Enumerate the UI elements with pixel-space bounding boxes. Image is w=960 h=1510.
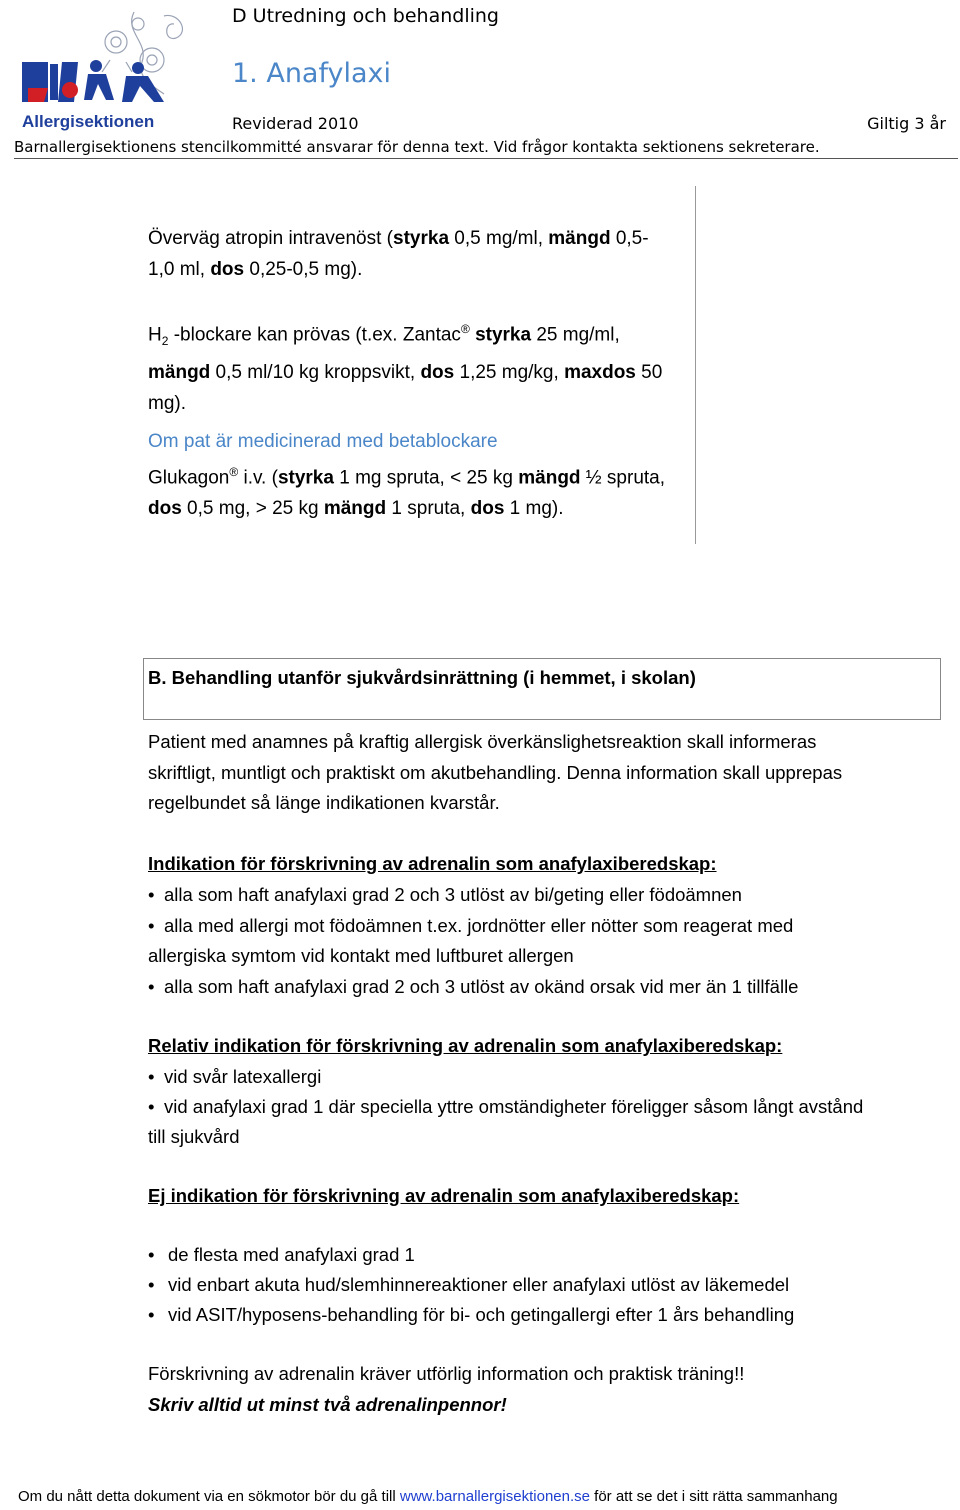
- validity-label: Giltig 3 år: [867, 114, 946, 133]
- closing-emphasis: Skriv alltid ut minst två adrenalinpennor!: [148, 1394, 507, 1415]
- h2-line-1: $H_2$ -blockare kan prövas (t.ex. Zantac® styrka 25 mg/ml,: [148, 322, 620, 349]
- no-indication-heading: Ej indikation för förskrivning av adrenalin som anafylaxiberedskap:: [148, 1185, 740, 1206]
- section-b-heading: B. Behandling utanför sjukvårdsinrättning (i hemmet, i skolan): [148, 667, 696, 688]
- betablocker-heading: Om pat är medicinerad med betablockare: [148, 431, 498, 452]
- relative-indication-item: vid svår latexallergi: [164, 1066, 322, 1087]
- relative-indication-heading: Relativ indikation för förskrivning av adrenalin som anafylaxiberedskap:: [148, 1035, 783, 1056]
- footer-link[interactable]: www.barnallergisektionen.se: [399, 1488, 590, 1505]
- atropin-paragraph: [148, 223, 688, 285]
- info-line-2: skriftligt, muntligt och praktiskt om akutbehandling. Denna information skall upprepas: [148, 761, 843, 783]
- relative-indication-continuation: till sjukvård: [148, 1126, 240, 1147]
- h2-blocker-paragraph: [148, 314, 693, 419]
- relative-indication-item: vid anafylaxi grad 1 där speciella yttre omständigheter föreligger såsom långt avstånd: [164, 1096, 864, 1117]
- bullet-glyph: •: [148, 1066, 155, 1087]
- bullet-glyph: •: [148, 1274, 155, 1295]
- header-divider: [14, 158, 958, 159]
- glukagon-line-1: Glukagon® i.v. (styrka 1 mg spruta, < 25 kg mängd ½ spruta,: [148, 465, 666, 489]
- logo-text: Allergisektionen: [22, 112, 155, 131]
- bullet-glyph: •: [148, 976, 155, 997]
- box-border-right: [695, 186, 696, 544]
- no-indication-item: vid enbart akuta hud/slemhinnereaktioner eller anafylaxi utlöst av läkemedel: [168, 1274, 790, 1295]
- indication-item: alla som haft anafylaxi grad 2 och 3 utlöst av bi/geting eller födoämnen: [164, 884, 742, 905]
- no-indication-item: de flesta med anafylaxi grad 1: [168, 1244, 415, 1265]
- revised-date: Reviderad 2010: [232, 114, 359, 133]
- logo: [14, 2, 204, 138]
- info-paragraph: [148, 727, 842, 819]
- responsibility-note: Barnallergisektionens stencilkommitté ansvarar för denna text. Vid frågor kontakta sektionens sekreterare.: [14, 138, 820, 156]
- no-indication-item: vid ASIT/hyposens-behandling för bi- och getingallergi efter 1 års behandling: [168, 1304, 795, 1325]
- h2-line-2: mängd 0,5 ml/10 kg kroppsvikt, dos 1,25 mg/kg, maxdos 50: [148, 362, 663, 384]
- glukagon-line-2: dos 0,5 mg, > 25 kg mängd 1 spruta, dos 1 mg).: [148, 498, 564, 520]
- bullet-glyph: •: [148, 1244, 155, 1265]
- bullet-glyph: •: [148, 1304, 155, 1325]
- footer-note: Om du nått detta dokument via en sökmotor bör du gå till www.barnallergisektionen.se för att se det i sitt rätta sammanhang: [18, 1488, 838, 1505]
- h2-line-3: mg).: [148, 393, 186, 415]
- bullet-glyph: •: [148, 915, 155, 936]
- closing-note: Förskrivning av adrenalin kräver utförlig information och praktisk träning!!: [148, 1363, 745, 1384]
- section-label: D Utredning och behandling: [232, 5, 499, 27]
- indication-heading: Indikation för förskrivning av adrenalin som anafylaxiberedskap:: [148, 853, 717, 874]
- atropin-line-1: Överväg atropin intravenöst (styrka 0,5 mg/ml, mängd 0,5-: [148, 228, 649, 249]
- info-line-3: regelbundet så länge indikationen kvarstår.: [148, 792, 500, 813]
- bullet-glyph: •: [148, 884, 155, 905]
- betablocker-paragraph: [148, 426, 693, 524]
- atropin-line-2: 1,0 ml, dos 0,25-0,5 mg).: [148, 259, 363, 280]
- indication-item-continuation: allergiska symtom vid kontakt med luftburet allergen: [148, 945, 574, 966]
- page-title: 1. Anafylaxi: [232, 58, 392, 89]
- indication-item: alla som haft anafylaxi grad 2 och 3 utlöst av okänd orsak vid mer än 1 tillfälle: [164, 976, 799, 997]
- bullet-glyph: •: [148, 1096, 155, 1117]
- indication-item: alla med allergi mot födoämnen t.ex. jordnötter eller nötter som reagerat med: [164, 915, 794, 936]
- info-line-1: Patient med anamnes på kraftig allergisk överkänslighetsreaktion skall informeras: [148, 731, 817, 752]
